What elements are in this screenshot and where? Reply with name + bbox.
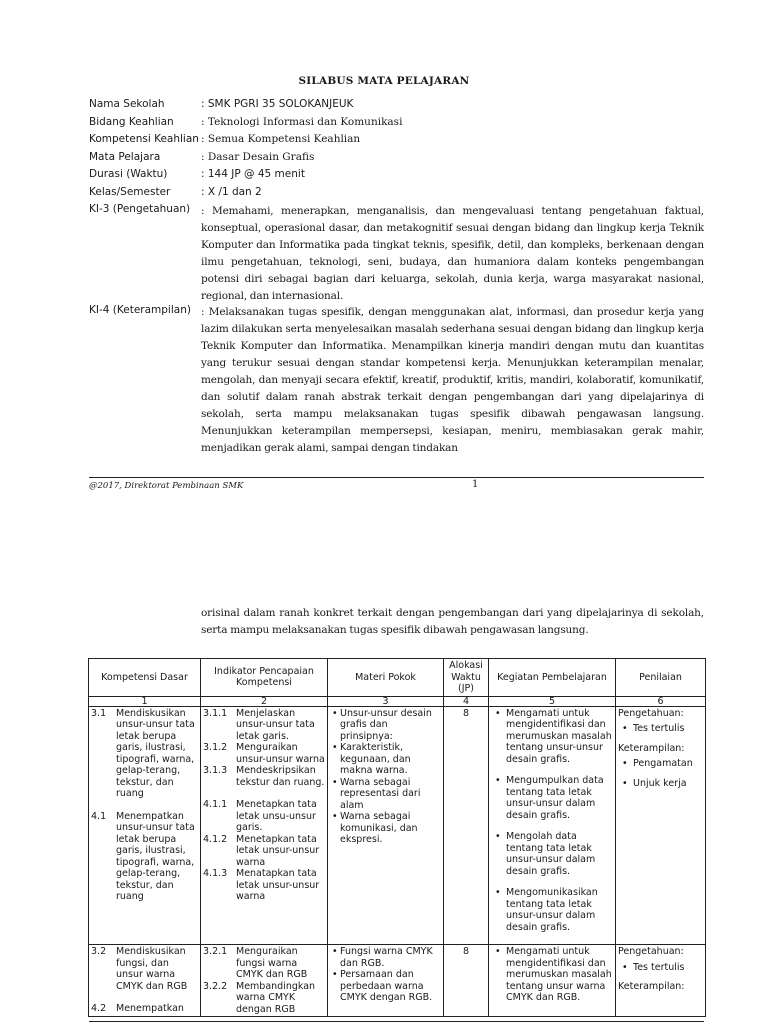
materi-item: • Persamaan dan perbedaan warna CMYK dengan RGB. bbox=[340, 969, 441, 1004]
kegiatan-item: • Mengamati untuk mengidentifikasi dan merumuskan masalah tentang unsur warna CMYK dan RGB. bbox=[506, 946, 613, 1004]
indicator-number: 3.1.2 bbox=[203, 742, 228, 753]
ki4-label: KI-4 (Keterampilan) bbox=[89, 304, 191, 316]
penilaian-cell bbox=[616, 945, 706, 1017]
indicator-text: Menetapkan tata letak unsu-unsur garis. bbox=[236, 799, 317, 833]
column-number: 6 bbox=[616, 696, 706, 706]
info-value: : Semua Kompetensi Keahlian bbox=[201, 133, 361, 145]
materi-item: • Karakteristik, kegunaan, dan makna warna. bbox=[340, 742, 441, 777]
kd-number: 4.2 bbox=[91, 1003, 107, 1014]
kegiatan-cell bbox=[489, 945, 616, 1017]
alokasi-cell: 8 bbox=[444, 945, 489, 1017]
kd-cell bbox=[89, 945, 201, 1017]
info-value: : Teknologi Informasi dan Komunikasi bbox=[201, 115, 403, 128]
info-row bbox=[89, 149, 402, 167]
info-row bbox=[89, 96, 402, 114]
ki3-text: : Memahami, menerapkan, menganalisis, dan mengevaluasi tentang pengetahuan faktual, konseptual, operasional dasar, dan metakognitif sesuai dengan bidang dan lingkup kerja Teknik Komputer dan Informatika pada tingkat teknis, spesifik, detil, dan kompleks, berkenaan dengan ilmu pengetahuan, teknologi, seni, budaya, dan humaniora dalam konteks pengembangan potensi diri sebagai bagian dari keluarga, sekolah, dunia kerja, warga masyarakat nasional, regional, dan internasional. bbox=[201, 205, 704, 302]
column-number: 1 bbox=[89, 696, 201, 706]
info-value: : Dasar Desain Grafis bbox=[201, 150, 315, 163]
kegiatan-cell bbox=[489, 706, 616, 945]
indicator-text: Menjelaskan unsur-unsur tata letak garis. bbox=[236, 707, 315, 742]
header-materi-pokok: Materi Pokok bbox=[328, 659, 444, 697]
column-number: 5 bbox=[489, 696, 616, 706]
ki4-continuation: orisinal dalam ranah konkret terkait dengan pengembangan dari yang dipelajarinya di sekolah, serta mampu melaksanakan tugas spesifik dibawah pengawasan langsung. bbox=[201, 607, 704, 636]
kegiatan-item: • Mengumpulkan data tentang tata letak unsur-unsur dalam desain grafis. bbox=[506, 775, 613, 821]
info-label: Mata Pelajara bbox=[89, 150, 161, 163]
indicator-number: 3.2.2 bbox=[203, 980, 228, 992]
kd-cell bbox=[89, 706, 201, 945]
info-label: Bidang Keahlian bbox=[89, 115, 174, 128]
indicator-item bbox=[203, 946, 325, 981]
info-value: : SMK PGRI 35 SOLOKANJEUK bbox=[201, 98, 354, 110]
indicator-item bbox=[203, 868, 325, 903]
indicator-cell bbox=[201, 945, 328, 1017]
materi-cell bbox=[328, 945, 444, 1017]
penilaian-cell bbox=[616, 706, 706, 945]
kd-item bbox=[91, 811, 198, 903]
column-number: 2 bbox=[201, 696, 328, 706]
syllabus-table bbox=[88, 658, 706, 1017]
kegiatan-item: • Mengolah data tentang tata letak unsur-unsur dalam desain grafis. bbox=[506, 831, 613, 877]
header-indikator: Indikator Pencapaian Kompetensi bbox=[201, 659, 328, 697]
info-label: Durasi (Waktu) bbox=[89, 168, 168, 180]
kd-item bbox=[91, 946, 198, 992]
penilaian-item: • Tes tertulis bbox=[633, 962, 703, 974]
alokasi-cell: 8 bbox=[444, 706, 489, 945]
table-row bbox=[89, 706, 706, 945]
indicator-item bbox=[203, 742, 325, 765]
materi-item: • Warna sebagai representasi dari alam bbox=[340, 777, 441, 812]
penilaian-item: • Tes tertulis bbox=[633, 723, 703, 735]
header-kegiatan: Kegiatan Pembelajaran bbox=[489, 659, 616, 697]
kd-text: Menempatkan unsur-unsur tata letak berupa garis, ilustrasi, tipografi, warna, gelap-terang, tekstur, dan ruang bbox=[116, 810, 195, 902]
penilaian-keterampilan-label: Keterampilan: bbox=[618, 742, 685, 754]
indicator-item bbox=[203, 708, 325, 743]
indicator-item bbox=[203, 765, 325, 788]
kd-item bbox=[91, 708, 198, 800]
kd-item bbox=[91, 1003, 198, 1015]
indicator-item bbox=[203, 981, 325, 1016]
materi-item: • Fungsi warna CMYK dan RGB. bbox=[340, 946, 441, 969]
indicator-text: Menguraikan unsur-unsur warna bbox=[236, 742, 325, 765]
header-alokasi-waktu: Alokasi Waktu (JP) bbox=[444, 659, 489, 697]
info-value: : X /1 dan 2 bbox=[201, 185, 262, 198]
ki4-section bbox=[89, 304, 704, 457]
indicator-text: Menatapkan tata letak unsur-unsur warna bbox=[236, 868, 320, 902]
info-label: Kelas/Semester bbox=[89, 185, 171, 198]
footer-rule bbox=[89, 477, 704, 478]
penilaian-pengetahuan-label: Pengetahuan: bbox=[618, 707, 684, 719]
kd-text: Mendiskusikan unsur-unsur tata letak berupa garis, ilustrasi, tipografi, warna, gelap-terang, tekstur, dan ruang bbox=[116, 707, 195, 799]
kegiatan-item: • Mengomunikasikan tentang tata letak unsur-unsur dalam desain grafis. bbox=[506, 887, 613, 933]
bottom-rule bbox=[89, 1021, 704, 1022]
kd-number: 3.1 bbox=[91, 707, 107, 719]
info-label: Nama Sekolah bbox=[89, 98, 165, 110]
indicator-number: 3.2.1 bbox=[203, 946, 228, 957]
ki3-label: KI-3 (Pengetahuan) bbox=[89, 203, 191, 215]
indicator-text: Menguraikan fungsi warna CMYK dan RGB bbox=[236, 946, 308, 980]
indicator-number: 4.1.1 bbox=[203, 799, 228, 810]
page-title: SILABUS MATA PELAJARAN bbox=[298, 75, 470, 87]
info-row bbox=[89, 166, 402, 184]
indicator-number: 3.1.1 bbox=[203, 707, 228, 719]
kegiatan-item: • Mengamati untuk mengidentifikasi dan merumuskan masalah tentang unsur-unsur desain grafis. bbox=[506, 708, 613, 766]
identity-block bbox=[89, 96, 402, 201]
penilaian-pengetahuan-label: Pengetahuan: bbox=[618, 946, 684, 957]
materi-item: • Warna sebagai komunikasi, dan ekspresi. bbox=[340, 811, 441, 846]
footer-text: @2017, Direktorat Pembinaan SMK bbox=[89, 481, 244, 491]
indicator-item bbox=[203, 834, 325, 869]
indicator-number: 4.1.3 bbox=[203, 868, 228, 879]
penilaian-item: • Unjuk kerja bbox=[633, 778, 703, 790]
header-penilaian: Penilaian bbox=[616, 659, 706, 697]
indicator-item bbox=[203, 799, 325, 834]
materi-item: • Unsur-unsur desain grafis dan prinsipnya: bbox=[340, 708, 441, 743]
penilaian-item: • Pengamatan bbox=[633, 758, 703, 770]
indicator-cell bbox=[201, 706, 328, 945]
header-kompetensi-dasar: Kompetensi Dasar bbox=[89, 659, 201, 697]
info-row bbox=[89, 131, 402, 149]
info-row bbox=[89, 114, 402, 132]
indicator-number: 4.1.2 bbox=[203, 833, 228, 845]
materi-cell bbox=[328, 706, 444, 945]
indicator-text: Menetapkan tata letak unsur-unsur warna bbox=[236, 833, 320, 868]
indicator-number: 3.1.3 bbox=[203, 765, 228, 776]
page-number: 1 bbox=[472, 479, 479, 490]
info-label: Kompetensi Keahlian bbox=[89, 133, 199, 145]
penilaian-keterampilan-label: Keterampilan: bbox=[618, 981, 685, 992]
indicator-text: Mendeskripsikan tekstur dan ruang. bbox=[236, 765, 325, 788]
indicator-text: Membandingkan warna CMYK dengan RGB bbox=[236, 980, 316, 1015]
column-number: 3 bbox=[328, 696, 444, 706]
table-row bbox=[89, 945, 706, 1017]
kd-number: 4.1 bbox=[91, 810, 107, 822]
info-value: : 144 JP @ 45 menit bbox=[201, 168, 305, 180]
info-row bbox=[89, 184, 402, 202]
column-number: 4 bbox=[444, 696, 489, 706]
kd-text: Mendiskusikan fungsi, dan unsur warna CMYK dan RGB bbox=[116, 946, 188, 992]
kd-text: Menempatkan bbox=[116, 1003, 184, 1014]
kd-number: 3.2 bbox=[91, 946, 107, 957]
ki3-section bbox=[89, 203, 704, 305]
ki4-text: : Melaksanakan tugas spesifik, dengan menggunakan alat, informasi, dan prosedur kerja yang lazim dilakukan serta menyelesaikan masalah sederhana sesuai dengan bidang dan lingkup kerja Teknik Komputer dan Informatika. Menampilkan kinerja mandiri dengan mutu dan kuantitas yang terukur sesuai dengan standar kompetensi kerja. Menunjukkan keterampilan menalar, mengolah, dan menyaji secara efektif, kreatif, produktif, kritis, mandiri, kolaboratif, komunikatif, dan solutif dalam ranah abstrak terkait dengan pengembangan dari yang dipelajarinya di sekolah, serta mampu melaksanakan tugas spesifik dibawah pengawasan langsung. Menunjukkan keterampilan mempersepsi, kesiapan, meniru, membiasakan gerak mahir, menjadikan gerak alami, sampai dengan tindakan bbox=[201, 306, 704, 454]
